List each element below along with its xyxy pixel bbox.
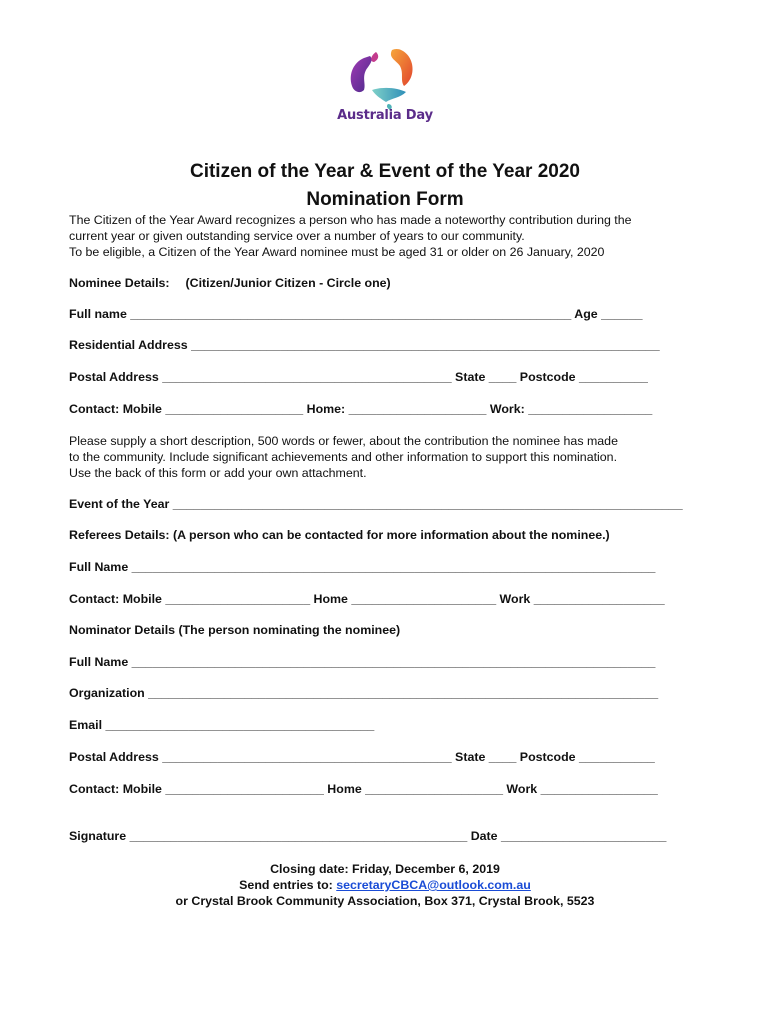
description-line: Please supply a short description, 500 words or fewer, about the contribution the nominee has made	[69, 434, 618, 448]
nominee-details-label: Nominee Details:	[69, 276, 170, 290]
nominator-organization-field[interactable]: Organization __________________________________________________________________________	[69, 686, 659, 700]
intro-paragraph	[69, 212, 709, 260]
send-entries-label: Send entries to:	[239, 878, 337, 892]
event-of-the-year-field[interactable]: Event of the Year __________________________________________________________________________	[69, 497, 683, 511]
intro-line: To be eligible, a Citizen of the Year Award nominee must be aged 31 or older on 26 January, 2020	[69, 245, 605, 259]
send-entries-line	[0, 877, 770, 893]
form-subtitle: Nomination Form	[306, 189, 464, 210]
closing-block	[0, 861, 770, 909]
closing-date: Closing date: Friday, December 6, 2019	[270, 862, 500, 876]
nominee-postal-address-field[interactable]: Postal Address __________________________________________ State ____ Postcode __________	[69, 370, 648, 384]
logo-text: Australia Day	[337, 108, 433, 123]
nominee-full-name-field[interactable]: Full name ________________________________________________________________ Age ______	[69, 307, 643, 321]
secretary-email-link[interactable]: secretaryCBCA@outlook.com.au	[336, 878, 531, 892]
nominator-full-name-field[interactable]: Full Name ____________________________________________________________________________	[69, 655, 656, 669]
nominee-contact-field[interactable]: Contact: Mobile ____________________ Home: ____________________ Work: __________________	[69, 402, 653, 416]
intro-line: current year or given outstanding service over a number of years to our community.	[69, 229, 525, 243]
nominator-contact-field[interactable]: Contact: Mobile _______________________ Home ____________________ Work _________________	[69, 782, 658, 796]
form-title: Citizen of the Year & Event of the Year 2020	[189, 161, 580, 182]
description-line: Use the back of this form or add your own attachment.	[69, 466, 367, 480]
nominee-residential-address-field[interactable]: Residential Address ____________________________________________________________________	[69, 338, 660, 352]
intro-line: The Citizen of the Year Award recognizes a person who has made a noteworthy contribution during the	[69, 213, 632, 227]
referee-contact-field[interactable]: Contact: Mobile _____________________ Home _____________________ Work ___________________	[69, 592, 665, 606]
description-paragraph	[69, 433, 709, 481]
postal-address-line: or Crystal Brook Community Association, Box 371, Crystal Brook, 5523	[175, 894, 595, 908]
referee-full-name-field[interactable]: Full Name ____________________________________________________________________________	[69, 560, 656, 574]
nominee-details-row	[69, 276, 391, 290]
signature-field[interactable]: Signature _________________________________________________ Date ________________________	[69, 829, 667, 843]
citizen-circle-option[interactable]: (Citizen/Junior Citizen - Circle one)	[185, 276, 391, 290]
description-line: to the community. Include significant achievements and other information to support this nomination.	[69, 450, 618, 464]
nominator-heading: Nominator Details (The person nominating the nominee)	[69, 623, 401, 637]
nominator-email-field[interactable]: Email _______________________________________	[69, 718, 375, 732]
nominator-postal-address-field[interactable]: Postal Address __________________________________________ State ____ Postcode ___________	[69, 750, 655, 764]
referees-heading: Referees Details: (A person who can be contacted for more information about the nominee.)	[69, 528, 610, 542]
